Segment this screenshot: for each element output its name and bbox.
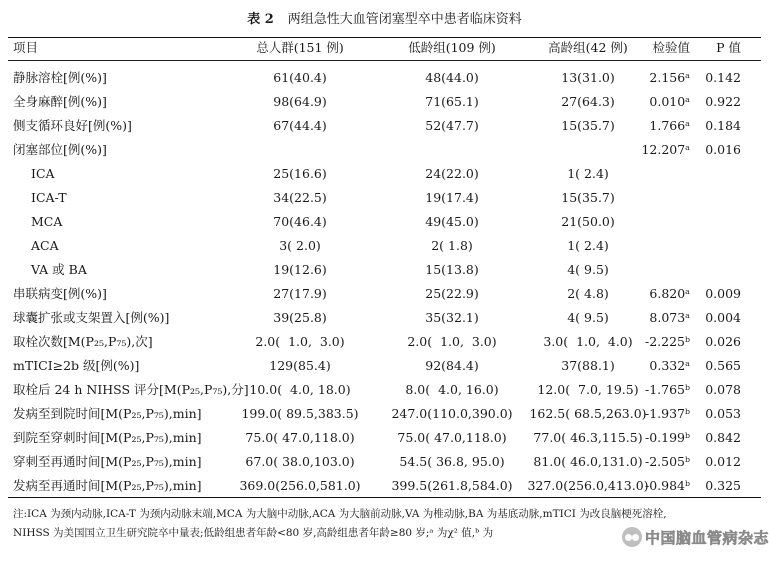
watermark-text: 中国脑血管病杂志 [645,528,769,547]
row-1-p-value: 0.922 [705,94,741,109]
row-10-p-value: 0.004 [705,310,741,325]
row-3-p-value: 0.016 [705,142,741,157]
row-0-test-value: 2.156ᵃ [649,70,690,85]
row-6-old: 21(50.0) [561,214,615,229]
row-0-total: 61(40.4) [273,70,327,85]
table-title: 两组急性大血管闭塞型卒中患者临床资料 [287,12,522,27]
row-15-item: 到院至穿刺时间[M(P₂₅,P₇₅),min] [13,430,202,445]
row-1-test-value: 0.010ᵃ [649,94,690,109]
row-9-item: 串联病变[例(%)] [13,286,107,301]
row-12-test-value: 0.332ᵃ [649,358,690,373]
row-15-old: 77.0( 46.3,115.5) [533,430,643,445]
row-9-young: 25(22.9) [425,286,479,301]
row-4-young: 24(22.0) [425,166,479,181]
row-17-p-value: 0.325 [705,478,741,493]
row-15-total: 75.0( 47.0,118.0) [245,430,355,445]
row-13-old: 12.0( 7.0, 19.5) [537,382,639,397]
header-young: 低龄组(109 例) [408,40,496,55]
bottom-rule [8,497,761,498]
row-9-old: 2( 4.8) [567,286,609,301]
row-8-young: 15(13.8) [425,262,479,277]
row-7-old: 1( 2.4) [567,238,609,253]
row-12-old: 37(88.1) [561,358,615,373]
row-9-p-value: 0.009 [705,286,741,301]
wechat-icon [622,527,642,547]
row-10-test-value: 8.073ᵃ [649,310,690,325]
row-16-young: 54.5( 36.8, 95.0) [399,454,505,469]
row-0-old: 13(31.0) [561,70,615,85]
row-8-old: 4( 9.5) [567,262,609,277]
row-17-test-value: -0.984ᵇ [644,478,690,493]
row-16-item: 穿刺至再通时间[M(P₂₅,P₇₅),min] [13,454,202,469]
row-1-old: 27(64.3) [561,94,615,109]
header-p-value: P 值 [716,40,741,55]
row-2-old: 15(35.7) [561,118,615,133]
row-15-test-value: -0.199ᵇ [644,430,690,445]
row-5-item: ICA-T [31,190,67,205]
row-9-test-value: 6.820ᵃ [649,286,690,301]
row-16-test-value: -2.505ᵇ [644,454,690,469]
row-13-young: 8.0( 4.0, 16.0) [405,382,499,397]
row-7-young: 2( 1.8) [431,238,473,253]
row-11-item: 取栓次数[M(P₂₅,P₇₅),次] [13,334,153,349]
row-5-old: 15(35.7) [561,190,615,205]
row-17-old: 327.0(256.0,413.0) [527,478,649,493]
table-caption [0,12,769,28]
row-10-total: 39(25.8) [273,310,327,325]
row-13-item: 取栓后 24 h NIHSS 评分[M(P₂₅,P₇₅),分] [13,382,249,397]
row-12-total: 129(85.4) [269,358,331,373]
header-total: 总人群(151 例) [256,40,344,55]
row-0-young: 48(44.0) [425,70,479,85]
row-13-test-value: -1.765ᵇ [644,382,690,397]
row-17-total: 369.0(256.0,581.0) [239,478,361,493]
row-3-test-value: 12.207ᵃ [641,142,690,157]
row-11-total: 2.0( 1.0, 3.0) [255,334,345,349]
row-8-total: 19(12.6) [273,262,327,277]
row-12-young: 92(84.4) [425,358,479,373]
row-1-total: 98(64.9) [273,94,327,109]
row-14-total: 199.0( 89.5,383.5) [241,406,359,421]
row-6-young: 49(45.0) [425,214,479,229]
row-7-total: 3( 2.0) [279,238,321,253]
row-14-old: 162.5( 68.5,263.0) [529,406,647,421]
row-10-item: 球囊扩张或支架置入[例(%)] [13,310,170,325]
row-16-p-value: 0.012 [705,454,741,469]
row-14-p-value: 0.053 [705,406,741,421]
row-17-young: 399.5(261.8,584.0) [391,478,513,493]
table-number: 表 2 [247,12,274,27]
row-11-test-value: -2.225ᵇ [644,334,690,349]
row-11-young: 2.0( 1.0, 3.0) [407,334,497,349]
row-15-young: 75.0( 47.0,118.0) [397,430,507,445]
row-12-p-value: 0.565 [705,358,741,373]
header-old: 高龄组(42 例) [548,40,628,55]
row-0-p-value: 0.142 [705,70,741,85]
row-14-item: 发病至到院时间[M(P₂₅,P₇₅),min] [13,406,202,421]
row-4-total: 25(16.6) [273,166,327,181]
row-14-test-value: -1.937ᵇ [644,406,690,421]
footnote-line-2: NIHSS 为美国国立卫生研究院卒中量表;低龄组患者年龄<80 岁,高龄组患者年龄≥80 岁;ᵃ 为χ² 值,ᵇ 为 [13,527,494,539]
row-14-young: 247.0(110.0,390.0) [391,406,513,421]
row-13-total: 10.0( 4.0, 18.0) [249,382,351,397]
row-2-young: 52(47.7) [425,118,479,133]
row-8-item: VA 或 BA [31,262,87,277]
header-rule [8,60,761,61]
row-5-total: 34(22.5) [273,190,327,205]
row-16-old: 81.0( 46.0,131.0) [533,454,643,469]
row-12-item: mTICI≥2b 级[例(%)] [13,358,140,373]
header-item: 项目 [13,40,39,55]
row-4-old: 1( 2.4) [567,166,609,181]
row-16-total: 67.0( 38.0,103.0) [245,454,355,469]
row-9-total: 27(17.9) [273,286,327,301]
row-4-item: ICA [31,166,55,181]
row-3-item: 闭塞部位[例(%)] [13,142,107,157]
row-10-old: 4( 9.5) [567,310,609,325]
row-2-p-value: 0.184 [705,118,741,133]
row-2-total: 67(44.4) [273,118,327,133]
row-17-item: 发病至再通时间[M(P₂₅,P₇₅),min] [13,478,202,493]
row-15-p-value: 0.842 [705,430,741,445]
row-13-p-value: 0.078 [705,382,741,397]
row-2-item: 侧支循环良好[例(%)] [13,118,132,133]
row-1-young: 71(65.1) [425,94,479,109]
row-0-item: 静脉溶栓[例(%)] [13,70,107,85]
top-rule [8,37,761,38]
row-5-young: 19(17.4) [425,190,479,205]
footnote-line-1: 注:ICA 为颈内动脉,ICA-T 为颈内动脉末端,MCA 为大脑中动脉,ACA 为大脑前动脉,VA 为椎动脉,BA 为基底动脉,mTICI 为改良脑梗死溶栓, [13,508,667,520]
row-7-item: ACA [31,238,59,253]
row-11-p-value: 0.026 [705,334,741,349]
watermark [622,524,767,550]
header-test-value: 检验值 [652,40,690,55]
row-11-old: 3.0( 1.0, 4.0) [543,334,633,349]
row-10-young: 35(32.1) [425,310,479,325]
row-6-item: MCA [31,214,63,229]
row-1-item: 全身麻醉[例(%)] [13,94,107,109]
row-2-test-value: 1.766ᵃ [649,118,690,133]
row-6-total: 70(46.4) [273,214,327,229]
